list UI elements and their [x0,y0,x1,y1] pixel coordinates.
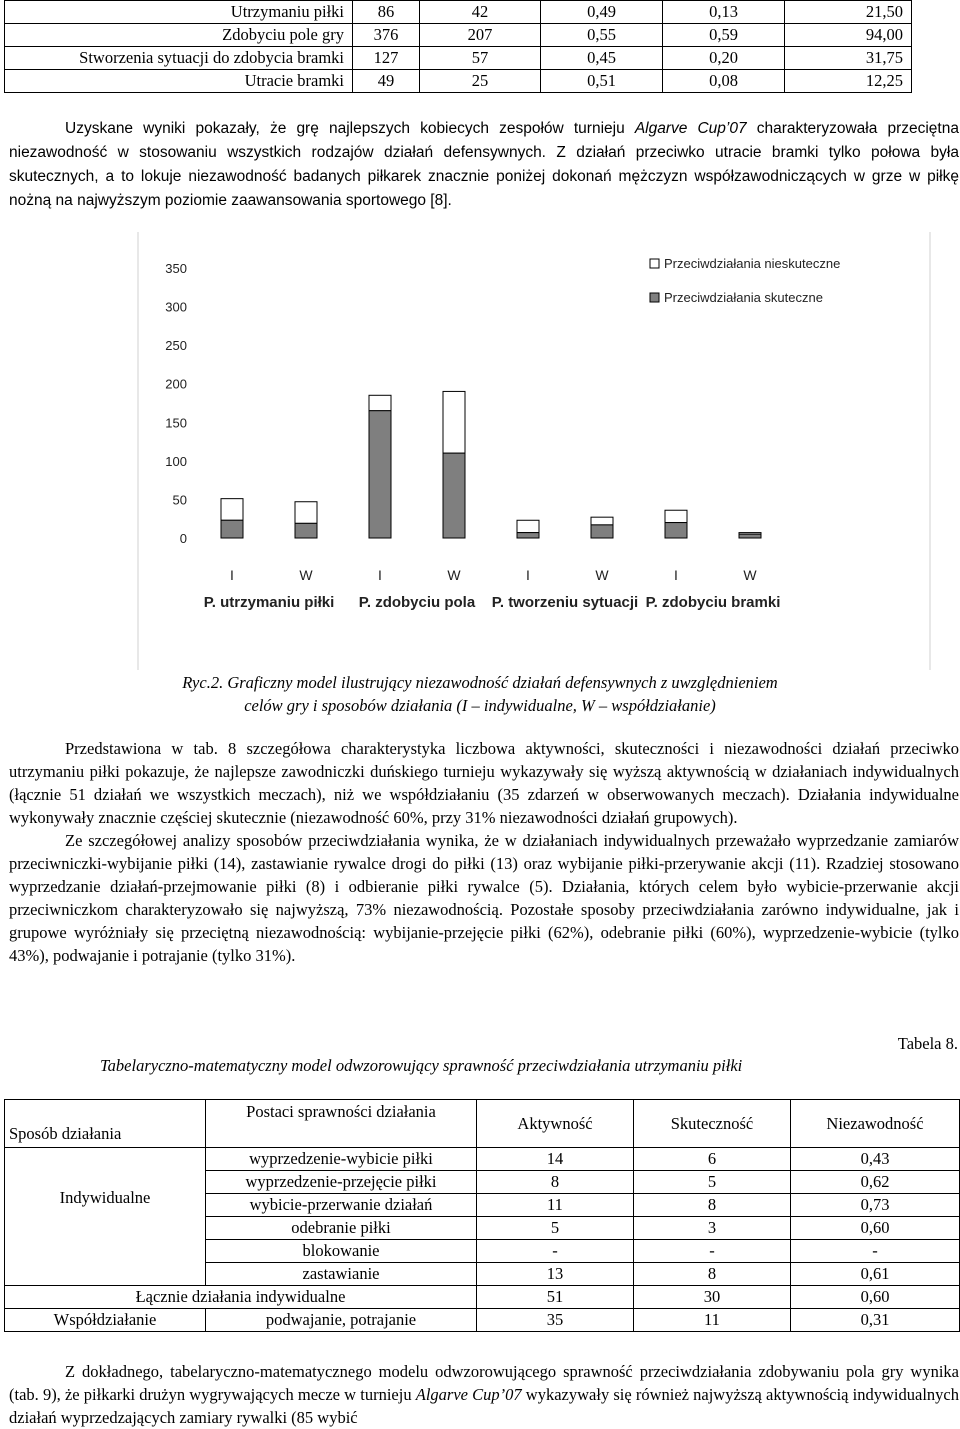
cell: 11 [634,1309,791,1332]
y-tick-label: 300 [165,299,187,315]
chart-svg [137,232,932,670]
bar-nieskuteczne [517,520,539,532]
bar-nieskuteczne [221,499,243,521]
bar-skuteczne [591,525,613,538]
cell: 5 [477,1217,634,1240]
bar-skuteczne [665,523,687,538]
cell: 14 [477,1148,634,1171]
x-tick-label: W [743,567,757,583]
text-span: Z dokładnego, tabelaryczno-matematycznego modelu odwzorowującego sprawność przeciwdziałania zdobywaniu pola gry wynika (tab. 9), że piłkarki drużyn wygrywających mecze w turnieju [9,1362,959,1404]
cell: - [477,1240,634,1263]
cell: 8 [634,1194,791,1217]
paragraph-results [9,116,959,212]
legend-swatch [650,293,659,302]
legend-label: Przeciwdziałania skuteczne [664,290,823,305]
form-cell: wyprzedzenie-przejęcie piłki [206,1171,477,1194]
header-reliability: Niezawodność [791,1100,960,1148]
header-method: Sposób działania [5,1100,206,1148]
text-span: Z działań przeciwko utracie bramki tylko połowa była skutecznych, a to lokuje niezawodność badanych piłkarek znacznie poniżej dokonań mężczyzn współzawodniczących w grze w piłkę nożną na najwyższym poziomie zaawansowania sportowego [8]. [9,144,959,209]
cell: 0,45 [541,47,663,70]
cell: 94,00 [785,24,912,47]
bar-nieskuteczne [369,395,391,410]
y-tick-label: 200 [165,376,187,392]
bar-nieskuteczne [295,502,317,524]
y-tick-label: 150 [165,415,187,431]
bar-nieskuteczne [665,510,687,522]
defensive-reliability-chart [137,232,932,670]
row-label: Utracie bramki [5,70,353,93]
cell: - [634,1240,791,1263]
x-tick-label: I [378,567,382,583]
cell: 5 [634,1171,791,1194]
x-tick-label: W [447,567,461,583]
paragraph: Przedstawiona w tab. 8 szczegółowa charakterystyka liczbowa aktywności, skuteczności i niezawodności działań przeciwko utrzymaniu piłki pokazuje, że najlepsze zawodniczki duńskiego turnieju wykazywały się wyższą aktywnością w działaniach indywidualnych (łącznie 51 działań we wszystkich meczach), niż we współdziałaniu (35 zdarzeń w obserwowanych meczach). Działania indywidualne wykonywały znacznie częściej skutecznie (niezawodność 60%, przy 31% niezawodności działań grupowych). [9,739,959,827]
cell: 0,20 [663,47,785,70]
cell: 42 [420,1,541,24]
cell: 0,51 [541,70,663,93]
cell: 127 [353,47,420,70]
paragraph-analysis [9,737,959,967]
cell: 30 [634,1286,791,1309]
cell: 0,73 [791,1194,960,1217]
cell: 35 [477,1309,634,1332]
cell: 8 [477,1171,634,1194]
caption-line: celów gry i sposobów działania (I – indywidualne, W – współdziałanie) [244,696,716,715]
legend-label: Przeciwdziałania nieskuteczne [664,256,841,271]
table-number: Tabela 8. [897,1034,958,1053]
y-tick-label: 100 [165,453,187,469]
bar-skuteczne [221,520,243,538]
y-tick-label: 0 [179,531,187,546]
cell: 25 [420,70,541,93]
cell: 0,59 [663,24,785,47]
caption-line: Ryc.2. Graficzny model ilustrujący niezawodność działań defensywnych z uwzględnieniem [182,673,778,692]
x-tick-label: I [674,567,678,583]
cell: 0,13 [663,1,785,24]
header-activity: Aktywność [477,1100,634,1148]
cell: 57 [420,47,541,70]
cell: - [791,1240,960,1263]
group-label: P. tworzeniu sytuacji [491,594,639,611]
cell: 0,61 [791,1263,960,1286]
form-cell: zastawianie [206,1263,477,1286]
table-row [5,1,912,24]
tournament-name: Algarve Cup’07 [634,120,747,137]
group-label: P. zdobyciu pola [358,594,476,611]
cell: 3 [634,1217,791,1240]
paragraph: Ze szczegółowej analizy sposobów przeciwdziałania wynika, że w działaniach indywidualnych przeważało wyprzedzanie zamiarów przeciwniczki-wybijanie piłki (14), zastawianie rywalce drogi do piłki (13) oraz wybijanie piłki-przerywanie akcji (11). Rzadziej stosowano wyprzedzanie działań-przejmowanie piłki (8) i odbieranie piłki rywalce (5). Działania, których celem było wybicie-przerwanie akcji przeciwniczkom charakteryzowało się najwyższą, 73% niezawodnością. Pozostałe sposoby przeciwdziałania zarówno indywidualne, jak i grupowe wyróżniały się przeciętną niezawodnością: wybijanie-przejęcie piłki (62%), odebranie piłki (60%), wyprzedzenie-wybicie (tylko 43%), podwajanie i potrajanie (tylko 31%). [9,831,959,965]
individual-label: Indywidualne [5,1148,206,1286]
cell: 0,43 [791,1148,960,1171]
cell: 86 [353,1,420,24]
form-cell: odebranie piłki [206,1217,477,1240]
row-label: Stworzenia sytuacji do zdobycia bramki [5,47,353,70]
cell: 0,60 [791,1217,960,1240]
paragraph-conclusion [9,1360,959,1429]
y-tick-label: 50 [172,492,187,508]
bar-skuteczne [369,411,391,538]
y-tick-label: 250 [165,338,187,354]
bar-nieskuteczne [443,391,465,453]
total-label: Łącznie działania indywidualne [5,1286,477,1309]
cell: 0,08 [663,70,785,93]
cell: 51 [477,1286,634,1309]
table-row-total [5,1286,960,1309]
form-cell: wyprzedzenie-wybicie piłki [206,1148,477,1171]
group-label: P. zdobyciu bramki [645,594,781,611]
cell: 13 [477,1263,634,1286]
header-form: Postaci sprawności działania [206,1100,477,1148]
figure-caption [0,671,960,717]
bar-skuteczne [739,534,761,538]
cell: 0,31 [791,1309,960,1332]
legend-swatch [650,259,659,268]
form-cell: podwajanie, potrajanie [206,1309,477,1332]
table-row [5,24,912,47]
header-effectiveness: Skuteczność [634,1100,791,1148]
text-span: charakteryzowała przeciętna niezawodność w stosowaniu wszystkich rodzajów działań defensywnych. [9,120,959,161]
form-cell: wybicie-przerwanie działań [206,1194,477,1217]
bar-skuteczne [443,453,465,538]
table-row [5,70,912,93]
row-label: Zdobyciu pole gry [5,24,353,47]
cell: 376 [353,24,420,47]
row-label: Utrzymaniu piłki [5,1,353,24]
cell: 31,75 [785,47,912,70]
text-span: Uzyskane wyniki pokazały, że grę najlepszych kobiecych zespołów turnieju [65,120,635,137]
cell: 12,25 [785,70,912,93]
bar-skuteczne [295,523,317,538]
table-row-cooperation [5,1309,960,1332]
top-table [4,0,912,93]
x-tick-label: W [595,567,609,583]
tournament-name: Algarve Cup’07 [415,1385,522,1404]
cell: 21,50 [785,1,912,24]
cell: 49 [353,70,420,93]
bar-nieskuteczne [591,517,613,525]
table-row [5,47,912,70]
x-tick-label: I [230,567,234,583]
x-tick-label: I [526,567,530,583]
table-header-row [5,1100,960,1148]
x-tick-label: W [299,567,313,583]
cell: 8 [634,1263,791,1286]
cell: 11 [477,1194,634,1217]
cell: 207 [420,24,541,47]
cell: 0,49 [541,1,663,24]
table-row [5,1148,960,1171]
text-span: wykazywały się również najwyższą aktywnością indywidualnych działań wyprzedzających zamiary rywalki (85 wybić [9,1385,959,1427]
cell: 0,60 [791,1286,960,1309]
cell: 0,62 [791,1171,960,1194]
table-title: Tabelaryczno-matematyczny model odwzorowujący sprawność przeciwdziałania utrzymaniu piłki [100,1056,743,1075]
table-8 [4,1099,960,1332]
cell: 0,55 [541,24,663,47]
cell: 6 [634,1148,791,1171]
bar-skuteczne [517,533,539,538]
chart-groups-group [204,594,781,611]
cooperation-label: Współdziałanie [5,1309,206,1332]
form-cell: blokowanie [206,1240,477,1263]
group-label: P. utrzymaniu piłki [203,594,335,611]
y-tick-label: 350 [165,261,187,276]
